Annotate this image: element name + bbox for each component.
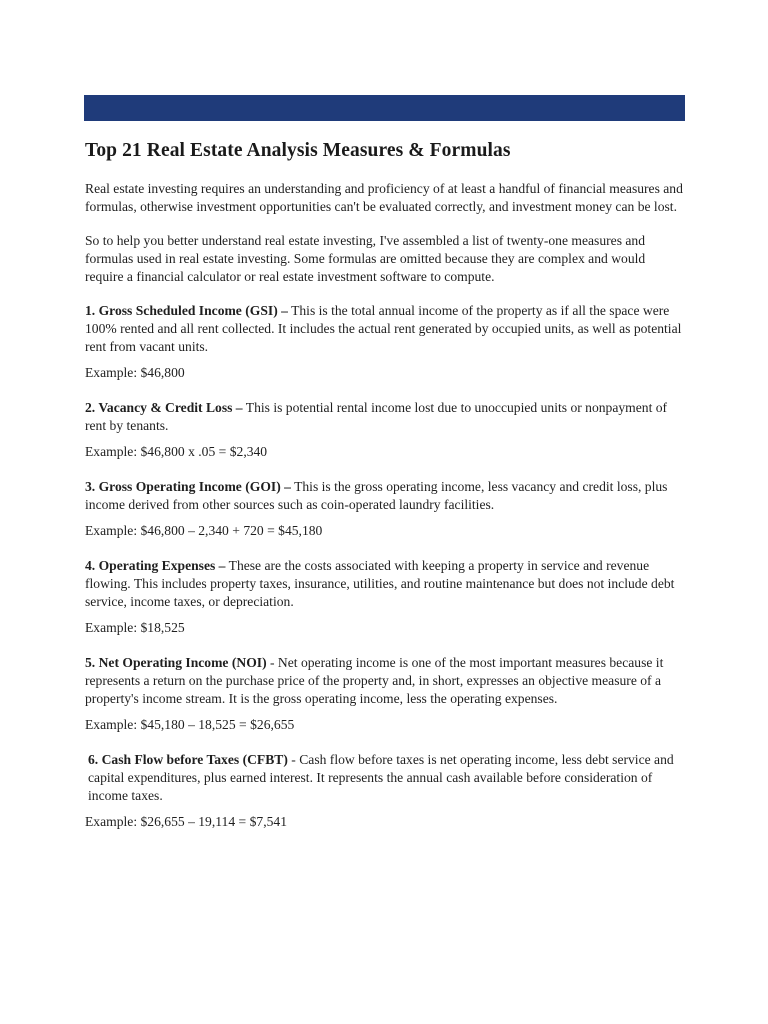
intro-paragraph-2: So to help you better understand real estate investing, I've assembled a list of twenty-one measures and formulas used in real estate investing. Some formulas are omitted because they are complex and would require a financial calculator or real estate investment software to compute. bbox=[85, 233, 646, 284]
header-bar bbox=[84, 95, 685, 121]
measure-description: This is potential rental income lost due to unoccupied units or nonpayment of rent by tenants. bbox=[85, 400, 668, 433]
measure-4-example: Example: $18,525 bbox=[85, 620, 185, 635]
measure-description: This is the total annual income of the property as if all the space were 100% rented and all rent collected. It includes the actual rent generated by occupied units, as well as potential rent from vacant units. bbox=[85, 303, 682, 354]
measure-2-example: Example: $46,800 x .05 = $2,340 bbox=[85, 444, 268, 459]
measure-5-example: Example: $45,180 – 18,525 = $26,655 bbox=[85, 717, 295, 732]
measure-1 bbox=[85, 302, 687, 356]
measure-4 bbox=[85, 557, 687, 611]
measure-term: 3. Gross Operating Income (GOI) – bbox=[85, 479, 291, 494]
measure-term: 6. Cash Flow before Taxes (CFBT) bbox=[88, 752, 288, 767]
measure-description: - Cash flow before taxes is net operating income, less debt service and capital expenditures, plus earned interest. It represents the annual cash available before consideration of income taxes. bbox=[88, 752, 674, 803]
document-title: Top 21 Real Estate Analysis Measures & Formulas bbox=[85, 140, 511, 161]
measure-3-example: Example: $46,800 – 2,340 + 720 = $45,180 bbox=[85, 523, 323, 538]
measure-term: 5. Net Operating Income (NOI) bbox=[85, 655, 267, 670]
measure-6 bbox=[85, 751, 687, 805]
intro-paragraph-1: Real estate investing requires an understanding and proficiency of at least a handful of financial measures and formulas, otherwise investment opportunities can't be evaluated correctly, and investment money can be lost. bbox=[85, 181, 683, 214]
measure-6-example: Example: $26,655 – 19,114 = $7,541 bbox=[85, 814, 287, 829]
measure-description: These are the costs associated with keeping a property in service and revenue flowing. This includes property taxes, insurance, utilities, and routine maintenance but does not include debt service, income taxes, or depreciation. bbox=[85, 558, 675, 609]
measure-1-example: Example: $46,800 bbox=[85, 365, 185, 380]
measure-term: 4. Operating Expenses – bbox=[85, 558, 226, 573]
measure-3 bbox=[85, 478, 687, 514]
measure-description: This is the gross operating income, less vacancy and credit loss, plus income derived from other sources such as coin-operated laundry facilities. bbox=[85, 479, 668, 512]
measure-5 bbox=[85, 654, 687, 708]
document-body bbox=[85, 180, 687, 848]
measure-term: 1. Gross Scheduled Income (GSI) – bbox=[85, 303, 288, 318]
measure-description: - Net operating income is one of the most important measures because it represents a return on the purchase price of the property and, in short, expresses an objective measure of a property's income stream. It is the gross operating income, less the operating expenses. bbox=[85, 655, 664, 706]
measure-term: 2. Vacancy & Credit Loss – bbox=[85, 400, 243, 415]
measure-2 bbox=[85, 399, 687, 435]
